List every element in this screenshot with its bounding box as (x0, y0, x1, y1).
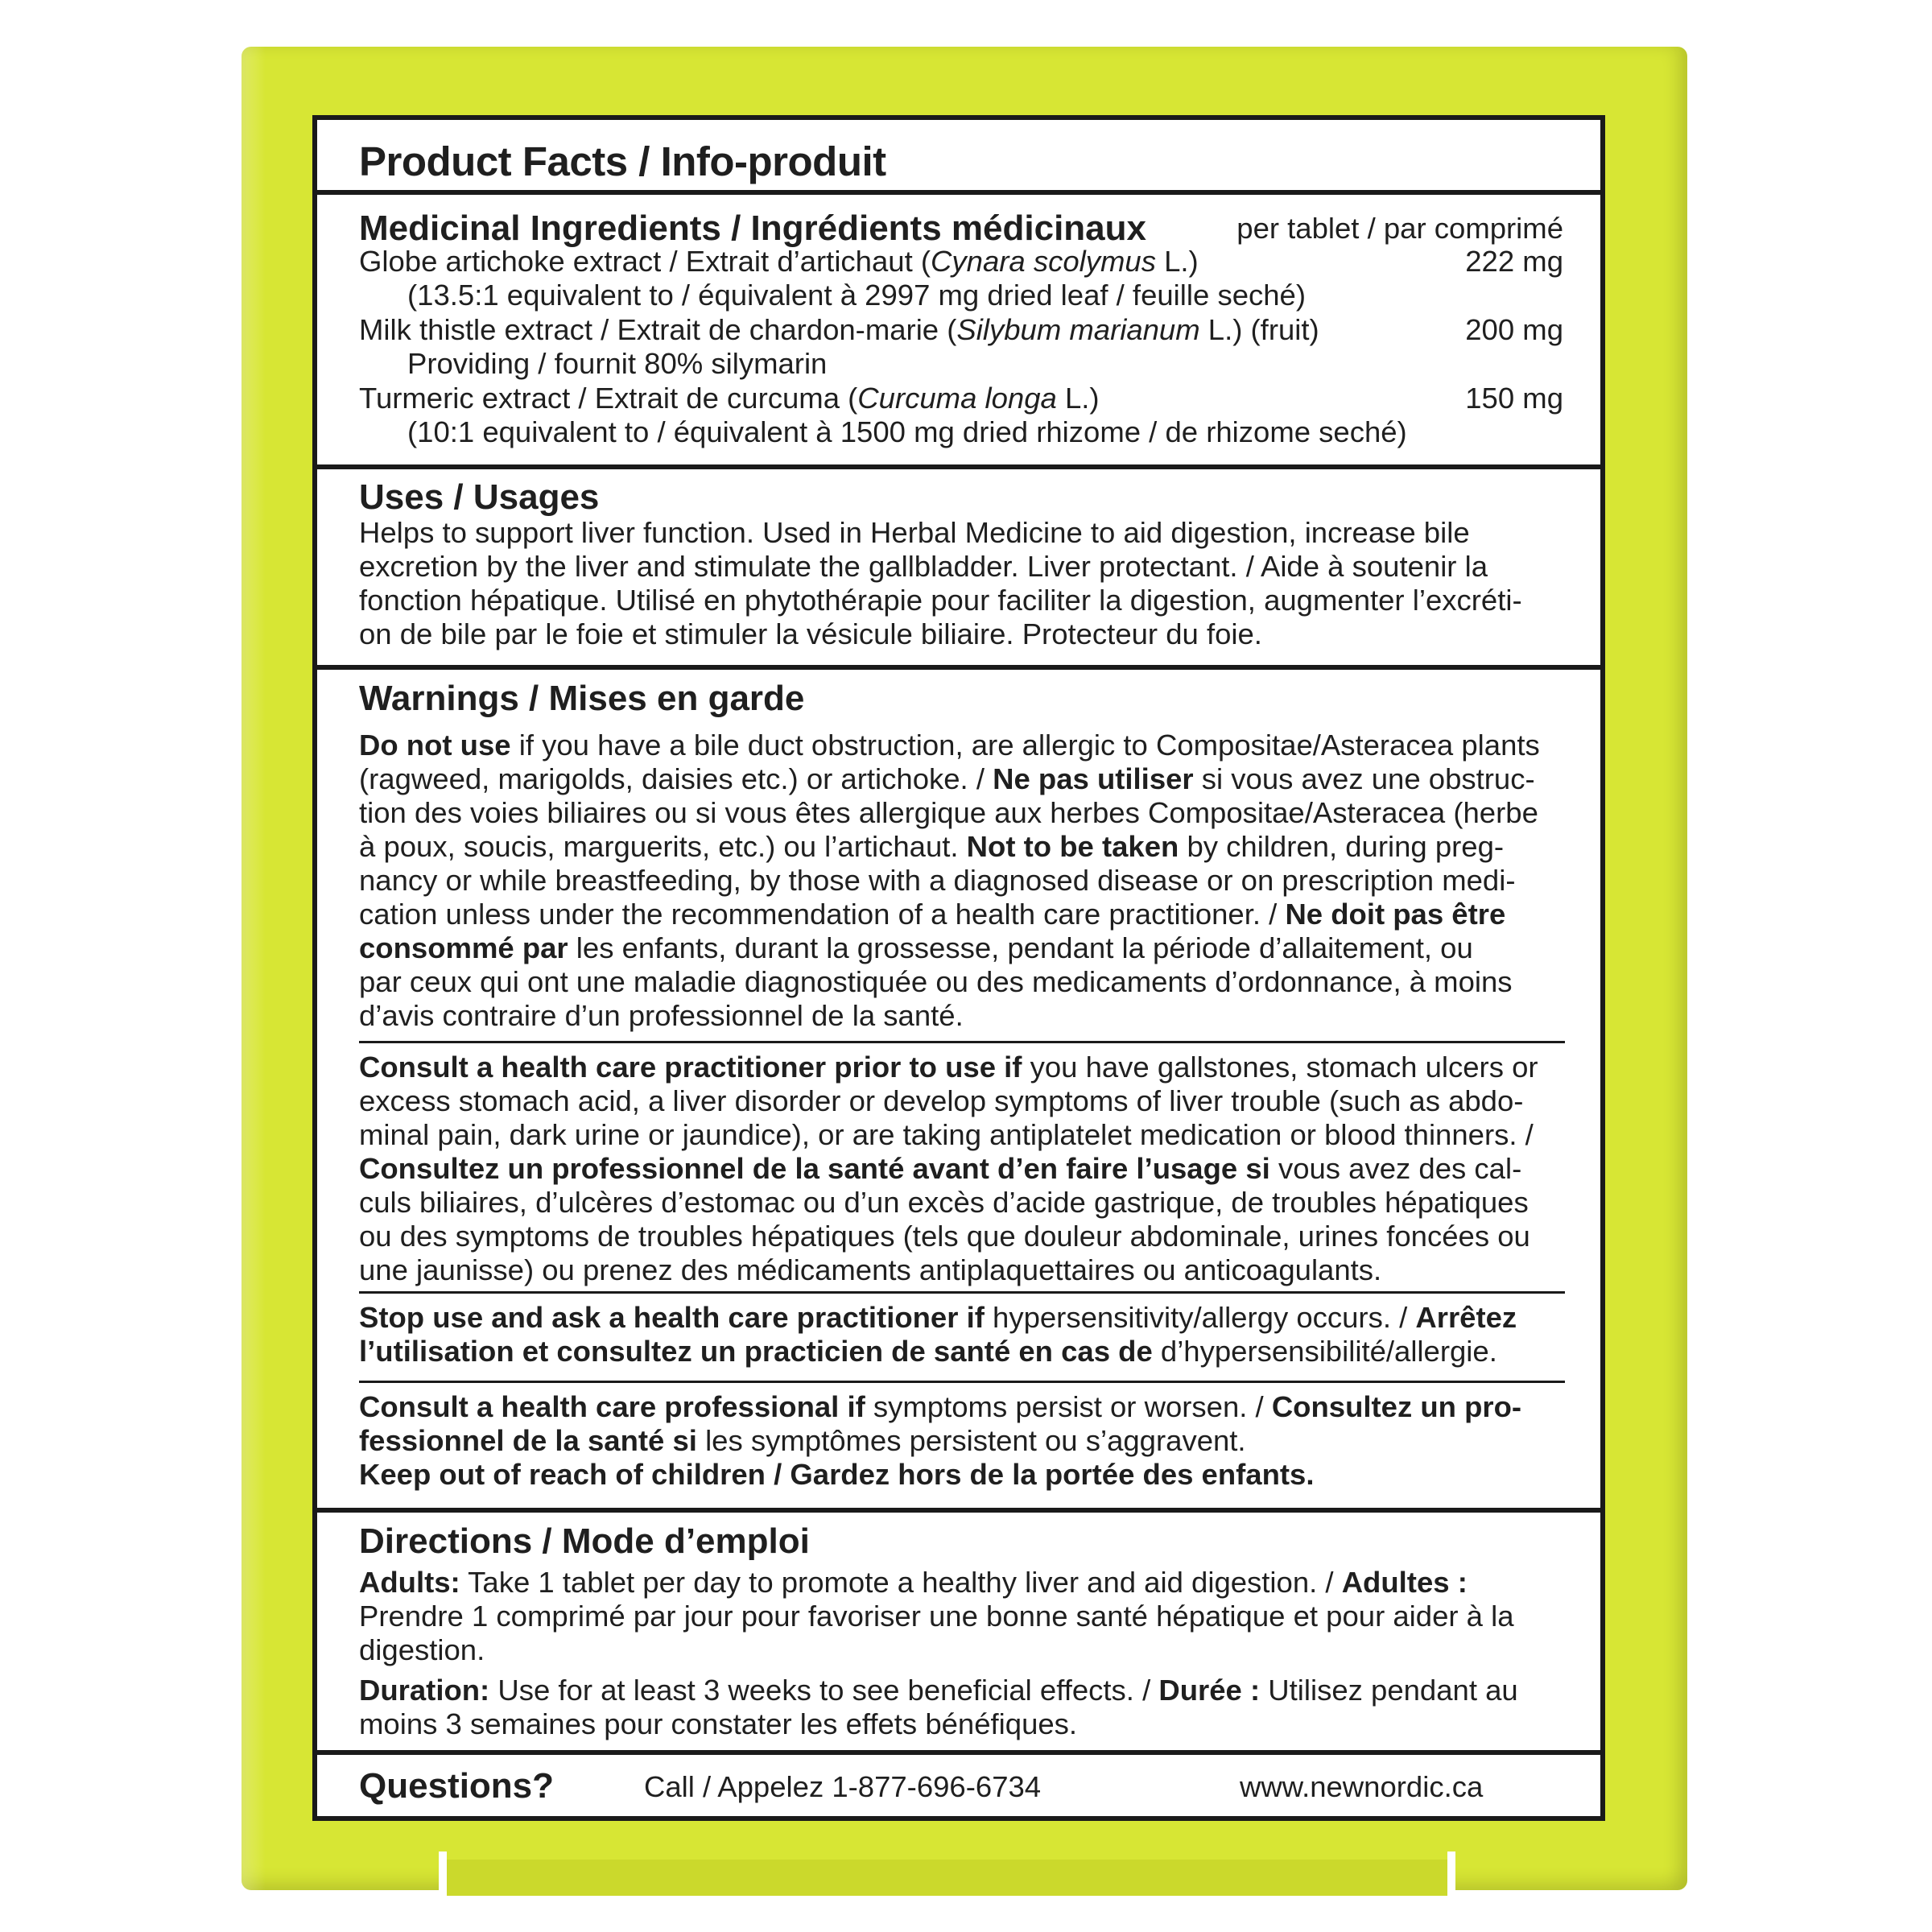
warning-consult-if: Consult a health care professional if symptoms persist or worsen. / Consultez un pro- fessionnel de la santé si les symptômes persistent ou s’aggravent. Keep out of reach of children / Gardez hors de la portée des enfants. (359, 1390, 1522, 1491)
ingredient-note: (13.5:1 equivalent to / équivalent à 2997 mg dried leaf / feuille seché) (407, 279, 1306, 312)
ingredient-name: Turmeric extract / Extrait de curcuma (Curcuma longa L.) (359, 382, 1100, 415)
uses-heading: Uses / Usages (359, 477, 600, 517)
ingredient-note: (10:1 equivalent to / équivalent à 1500 mg dried rhizome / de rhizome seché) (407, 415, 1407, 448)
warning-stop-use: Stop use and ask a health care practitioner if hypersensitivity/allergy occurs. / Arrêtez l’utilisation et consultez un practicien de santé en cas de d’hypersensibilité/allergie. (359, 1301, 1517, 1368)
directions-adults: Adults: Take 1 tablet per day to promote a healthy liver and aid digestion. / Adultes : Prendre 1 comprimé par jour pour favoriser une bonne santé hépatique et pour aider à la digestion. (359, 1566, 1514, 1666)
flap-notch-right (1447, 1852, 1455, 1900)
phone-number: Call / Appelez 1-877-696-6734 (644, 1770, 1042, 1803)
ingredient-amount: 150 mg (1465, 382, 1563, 415)
thin-divider (359, 1041, 1565, 1043)
medicinal-heading: Medicinal Ingredients / Ingrédients médicinaux (359, 208, 1146, 248)
thin-divider (359, 1291, 1565, 1294)
ingredient-note: Providing / fournit 80% silymarin (407, 347, 828, 380)
warnings-heading: Warnings / Mises en garde (359, 679, 805, 718)
website-link: www.newnordic.ca (1240, 1770, 1484, 1803)
divider (317, 464, 1600, 469)
directions-duration: Duration: Use for at least 3 weeks to see beneficial effects. / Durée : Utilisez pendant au moins 3 semaines pour constater les effets bénéfiques. (359, 1674, 1518, 1740)
warning-do-not-use: Do not use if you have a bile duct obstruction, are allergic to Compositae/Asteracea plants (ragweed, marigolds, daisies etc.) or artichoke. / Ne pas utiliser si vous avez une obstruc- tion des voies biliaires ou si vous êtes allergique aux herbes Compositae/Asteracea (herbe à poux, soucis, marguerits, etc.) ou l’artichaut. Not to be taken by children, during preg- nancy or while breastfeeding, by those with a diagnosed disease or on prescription medi- cation unless under the recommendation of a health care practitioner. / Ne doit pas être consommé par les enfants, durant la grossesse, pendant la période d’allaitement, ou par ceux qui ont une maladie diagnostiquée ou des medicaments d’ordonnance, à moins d’avis contraire d’un professionnel de la santé. (359, 729, 1540, 1032)
ingredient-amount: 200 mg (1465, 313, 1563, 346)
package-bottom-flap (443, 1860, 1452, 1896)
ingredient-amount: 222 mg (1465, 245, 1563, 278)
product-facts-panel (312, 115, 1605, 1821)
divider (317, 1508, 1600, 1513)
panel-title: Product Facts / Info-produit (359, 138, 886, 184)
ingredient-name: Globe artichoke extract / Extrait d’artichaut (Cynara scolymus L.) (359, 245, 1199, 278)
flap-notch-left (439, 1852, 447, 1900)
thin-divider (359, 1381, 1565, 1383)
ingredient-name: Milk thistle extract / Extrait de chardon-marie (Silybum marianum L.) (fruit) (359, 313, 1319, 346)
questions-label: Questions? (359, 1766, 555, 1806)
divider (317, 1750, 1600, 1755)
per-tablet-label: per tablet / par comprimé (1236, 212, 1563, 245)
uses-text: Helps to support liver function. Used in Herbal Medicine to aid digestion, increase bile excretion by the liver and stimulate the gallbladder. Liver protectant. / Aide à soutenir la fonction hépatique. Utilisé en phytothérapie pour faciliter la digestion, augmenter l’excréti- on de bile par le foie et stimuler la vésicule biliaire. Protecteur du foie. (359, 516, 1522, 650)
warning-consult-prior: Consult a health care practitioner prior to use if you have gallstones, stomach ulcers or excess stomach acid, a liver disorder or develop symptoms of liver trouble (such as abdo- minal pain, dark urine or jaundice), or are taking antiplatelet medication or blood thinners. / Consultez un professionnel de la santé avant d’en faire l’usage si vous avez des cal- culs biliaires, d’ulcères d’estomac ou d’un excès d’acide gastrique, de troubles hépatiques ou des symptoms de troubles hépatiques (tels que douleur abdominale, urines foncées ou une jaunisse) ou prenez des médicaments antiplaquettaires ou anticoagulants. (359, 1051, 1538, 1286)
divider (317, 665, 1600, 670)
divider (317, 190, 1600, 195)
directions-heading: Directions / Mode d’emploi (359, 1521, 810, 1561)
package-edge (242, 47, 266, 1890)
